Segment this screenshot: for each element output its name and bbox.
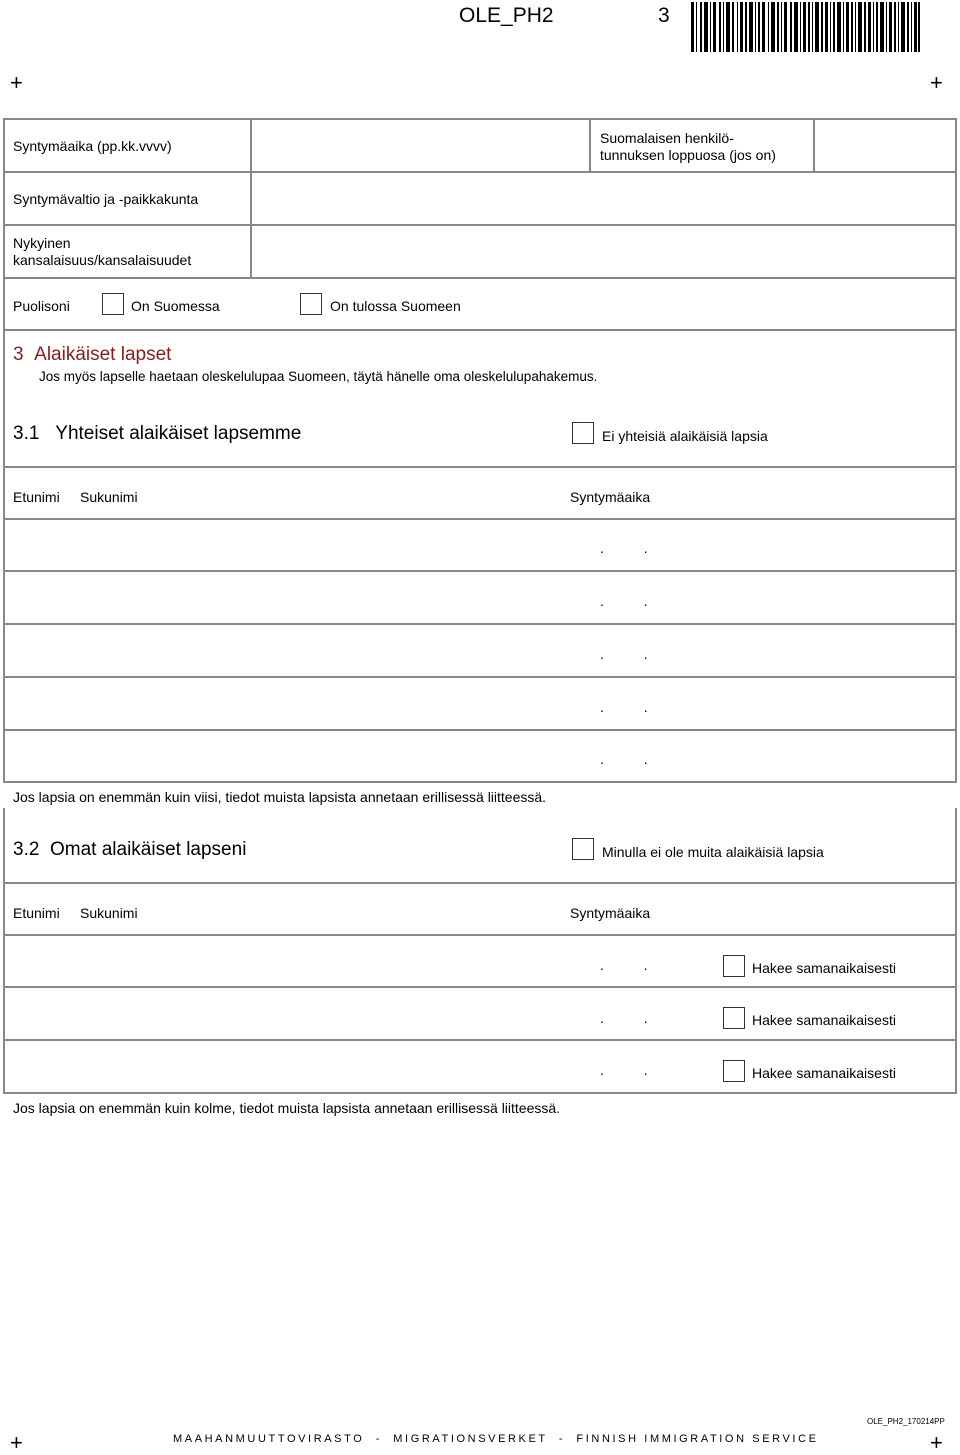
birthplace-field[interactable]	[252, 173, 955, 224]
document-code: OLE_PH2_170214PP	[867, 1417, 945, 1426]
apply-simultaneously-label: Hakee samanaikaisesti	[752, 1065, 896, 1081]
col-last-name: Sukunimi	[80, 905, 138, 921]
birthdate-separators: . .	[600, 646, 648, 662]
grid-line	[955, 330, 957, 783]
form-code: OLE_PH2	[459, 4, 554, 27]
birthdate-field[interactable]	[252, 120, 589, 171]
col-first-name: Etunimi	[13, 905, 60, 921]
section-32-heading	[13, 839, 246, 861]
grid-line	[589, 118, 591, 173]
apply-simultaneously-label: Hakee samanaikaisesti	[752, 1012, 896, 1028]
table-row[interactable]	[5, 572, 955, 623]
registration-mark-bottom-right: +	[930, 1430, 943, 1455]
table-row[interactable]	[5, 520, 955, 570]
grid-line	[3, 118, 5, 331]
table-row[interactable]	[5, 731, 955, 781]
no-other-children-label: Minulla ei ole muita alaikäisiä lapsia	[602, 844, 824, 860]
grid-line	[3, 1092, 957, 1094]
birthdate-separators: . .	[600, 751, 648, 767]
section-31-title: Yhteiset alaikäiset lapsemme	[55, 423, 302, 444]
spouse-coming-label: On tulossa Suomeen	[330, 298, 461, 314]
birthplace-label: Syntymävaltio ja -paikkakunta	[13, 191, 199, 207]
no-other-children-checkbox[interactable]	[572, 838, 594, 860]
col-birthdate: Syntymäaika	[570, 905, 651, 921]
section-32-title: Omat alaikäiset lapseni	[49, 839, 247, 860]
section-31-number: 3.1	[13, 423, 40, 444]
section-31-note: Jos lapsia on enemmän kuin viisi, tiedot muista lapsista annetaan erillisessä liitteessä.	[13, 789, 547, 805]
birthdate-separators: . .	[600, 1062, 648, 1078]
ssn-field[interactable]	[815, 120, 955, 171]
col-first-name: Etunimi	[13, 489, 60, 505]
grid-line	[3, 781, 957, 783]
section-3-title: Alaikäiset lapset	[34, 344, 172, 365]
table-row[interactable]	[5, 625, 955, 676]
page-number: 3	[658, 4, 670, 27]
section-3-intro: Jos myös lapselle haetaan oleskelulupaa Suomeen, täytä hänelle oma oleskelulupahakemus.	[39, 369, 598, 384]
section-32-number: 3.2	[13, 839, 40, 860]
apply-simultaneously-checkbox[interactable]	[723, 1007, 745, 1029]
col-birthdate: Syntymäaika	[570, 489, 651, 505]
no-common-children-label: Ei yhteisiä alaikäisiä lapsia	[602, 428, 768, 444]
table-row[interactable]	[5, 678, 955, 729]
agency-footer: MAAHANMUUTTOVIRASTO - MIGRATIONSVERKET - FINNISH IMMIGRATION SERVICE	[173, 1433, 819, 1445]
citizenship-label-line1: Nykyinen	[13, 235, 71, 251]
birthdate-separators: . .	[600, 699, 648, 715]
ssn-label-line2: tunnuksen loppuosa (jos on)	[600, 147, 776, 163]
section-3-number: 3	[13, 344, 24, 365]
birthdate-separators: . .	[600, 593, 648, 609]
birthdate-label: Syntymäaika (pp.kk.vvvv)	[13, 138, 172, 154]
apply-simultaneously-label: Hakee samanaikaisesti	[752, 960, 896, 976]
apply-simultaneously-checkbox[interactable]	[723, 1060, 745, 1082]
citizenship-label-line2: kansalaisuus/kansalaisuudet	[13, 252, 192, 268]
col-last-name: Sukunimi	[80, 489, 138, 505]
registration-mark-top-right: +	[930, 70, 943, 95]
grid-line	[3, 277, 957, 279]
grid-line	[3, 882, 957, 884]
grid-line	[3, 466, 957, 468]
ssn-label-line1: Suomalaisen henkilö-	[600, 130, 734, 146]
grid-line	[3, 329, 957, 331]
registration-mark-bottom-left: +	[10, 1430, 23, 1455]
barcode	[691, 2, 920, 52]
section-31-heading	[13, 423, 301, 445]
section-32-note: Jos lapsia on enemmän kuin kolme, tiedot muista lapsista annetaan erillisessä liitteessä.	[13, 1100, 561, 1116]
birthdate-separators: . .	[600, 1010, 648, 1026]
spouse-in-finland-label: On Suomessa	[131, 298, 220, 314]
grid-line	[955, 118, 957, 331]
section-3-heading	[13, 344, 171, 366]
no-common-children-checkbox[interactable]	[572, 422, 594, 444]
spouse-coming-checkbox[interactable]	[300, 293, 322, 315]
grid-line	[955, 808, 957, 1094]
apply-simultaneously-checkbox[interactable]	[723, 955, 745, 977]
spouse-label: Puolisoni	[13, 298, 70, 314]
spouse-in-finland-checkbox[interactable]	[102, 293, 124, 315]
registration-mark-top-left: +	[10, 70, 23, 95]
birthdate-separators: . .	[600, 957, 648, 973]
birthdate-separators: . .	[600, 540, 648, 556]
citizenship-field[interactable]	[252, 226, 955, 277]
